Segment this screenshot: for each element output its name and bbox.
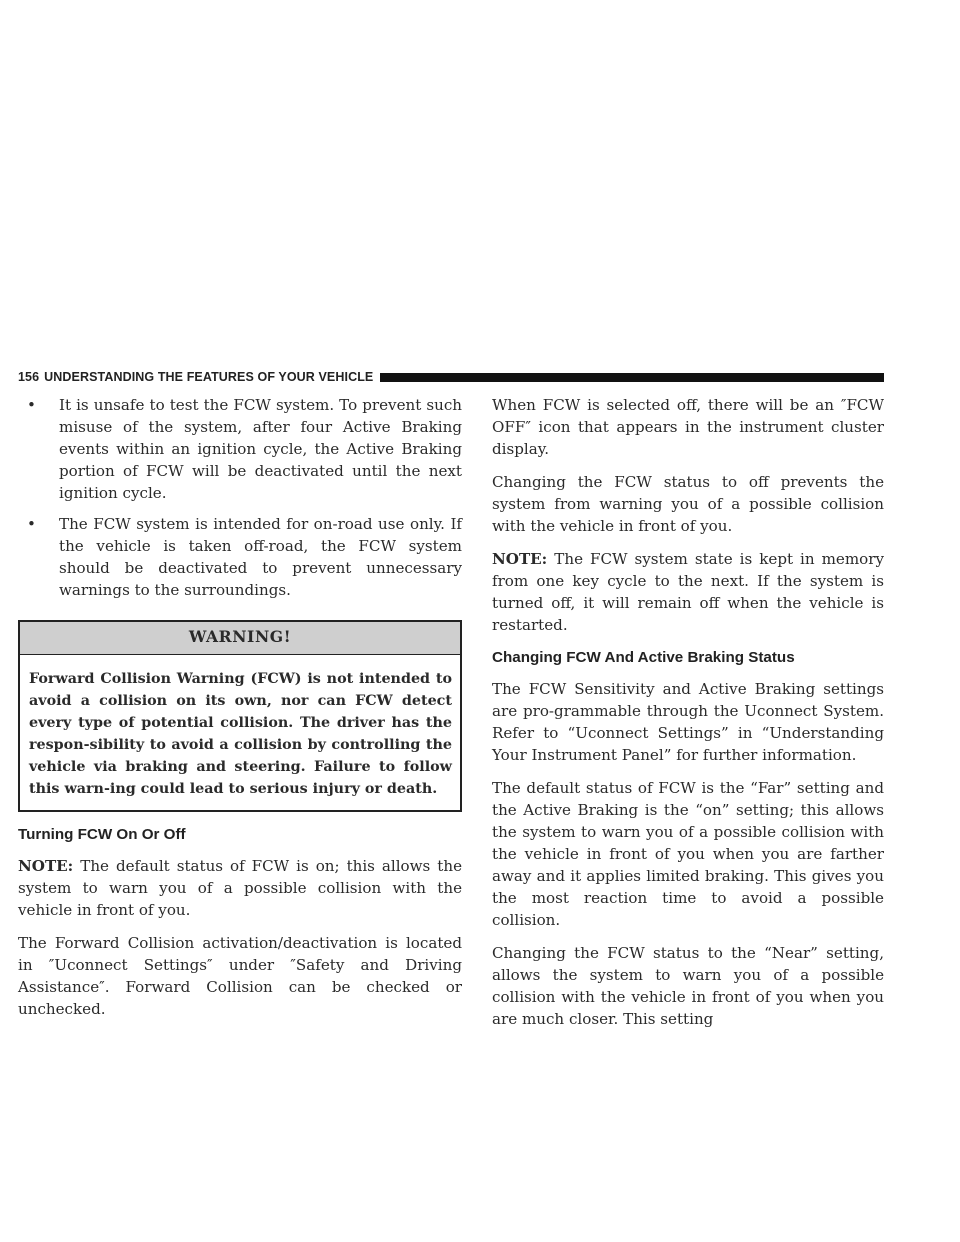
section-title: UNDERSTANDING THE FEATURES OF YOUR VEHICLE [44, 370, 374, 384]
warning-text: Forward Collision Warning (FCW) is not intended to avoid a collision on its own, nor can FCW detect every type of potential collision. The driver has the respon-sibility to avoid a collision by controlling the vehicle via braking and steering. Failure to follow this warn-ing could lead to serious injury or death. [29, 671, 452, 797]
left-column [18, 394, 462, 1031]
section-heading: Changing FCW And Active Braking Status [492, 649, 795, 666]
body-paragraph: The FCW Sensitivity and Active Braking settings are pro-grammable through the Uconnect System. Refer to “Uconnect Settings” in “Understanding Your Instrument Panel” for further information. [492, 680, 884, 764]
page-header [18, 370, 884, 384]
list-item [18, 513, 462, 601]
body-paragraph: Changing the FCW status to the “Near” setting, allows the system to warn you of a possible collision with the vehicle in front of you when you are much closer. This setting [492, 944, 884, 1028]
warning-box [18, 620, 462, 812]
warning-title: WARNING! [20, 622, 460, 655]
bullet-text: The FCW system is intended for on-road use only. If the vehicle is taken off-road, the FCW system should be deactivated to prevent unnecessary warnings to the surroundings. [59, 515, 462, 599]
bullet-icon: • [27, 515, 36, 533]
note-paragraph [18, 855, 462, 921]
right-column [492, 394, 884, 1041]
body-paragraph: Changing the FCW status to off prevents the system from warning you of a possible collision with the vehicle in front of you. [492, 473, 884, 535]
bullet-text: It is unsafe to test the FCW system. To prevent such misuse of the system, after four Active Braking events within an ignition cycle, the Active Braking portion of FCW will be deactivated until the next ignition cycle. [59, 396, 462, 502]
note-label: NOTE: [492, 550, 548, 568]
body-paragraph: The default status of FCW is the “Far” setting and the Active Braking is the “on” setting; this allows the system to warn you of a possible collision with the vehicle in front of you when you are farther away and it applies limited braking. This gives you the most reaction time to avoid a possible collision. [492, 779, 884, 929]
bullet-list [18, 394, 462, 601]
body-paragraph: When FCW is selected off, there will be an ″FCW OFF″ icon that appears in the instrument cluster display. [492, 396, 884, 458]
note-text: The FCW system state is kept in memory from one key cycle to the next. If the system is turned off, it will remain off when the vehicle is restarted. [492, 550, 884, 634]
page-number: 156 [18, 370, 40, 384]
bullet-icon: • [27, 396, 36, 414]
header-rule [380, 373, 884, 382]
section-heading: Turning FCW On Or Off [18, 826, 186, 843]
note-text: The default status of FCW is on; this allows the system to warn you of a possible collision with the vehicle in front of you. [18, 857, 462, 919]
body-paragraph: The Forward Collision activation/deactivation is located in ″Uconnect Settings″ under ″Safety and Driving Assistance″. Forward Collision can be checked or unchecked. [18, 934, 462, 1018]
note-label: NOTE: [18, 857, 74, 875]
note-paragraph [492, 548, 884, 636]
list-item [18, 394, 462, 504]
